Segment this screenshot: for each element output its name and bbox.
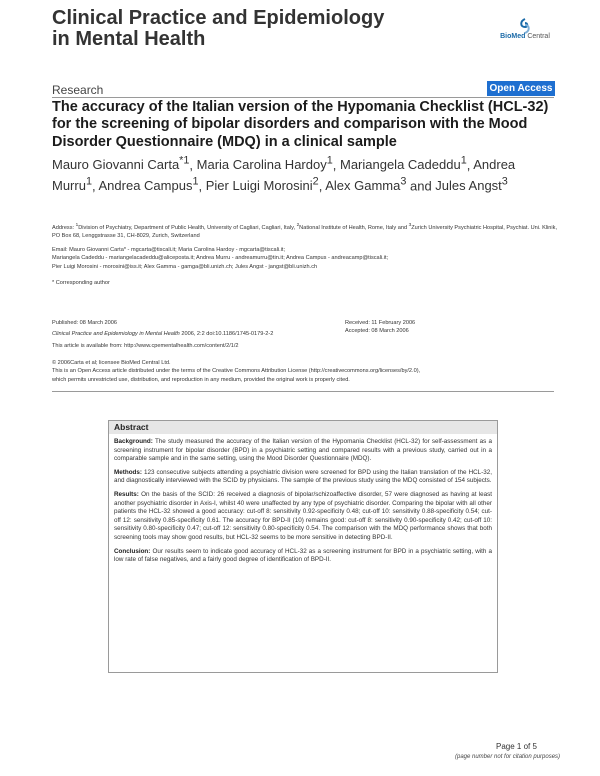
journal-title-line-1: Clinical Practice and Epidemiology	[52, 7, 385, 29]
article-url[interactable]: This article is available from: http://www.cpementalhealth.com/content/2/1/2	[52, 342, 239, 349]
journal-title	[52, 8, 384, 50]
received-date: Received: 11 February 2006	[345, 320, 416, 326]
citation: Clinical Practice and Epidemiology in Mental Health 2006, 2:2 doi:10.1186/1745-0179-2-2	[52, 331, 274, 338]
logo-text: BioMed Central	[500, 33, 550, 40]
author[interactable]: Andrea Campus$^1$	[98, 175, 199, 194]
header-divider	[52, 97, 554, 98]
abstract-body	[109, 434, 497, 565]
abstract-methods: Methods: 123 consecutive subjects attending a psychiatric division were screened for BPD using the Italian translation of the HCL-32, and diagnostically interviewed with the SCID by physicians. The sample of the previous study using the MDQ consisted of 154 subjects.	[114, 468, 493, 485]
author[interactable]: Andrea Murru$^1$	[52, 157, 516, 194]
author[interactable]: Maria Carolina Hardoy$^1$	[196, 155, 333, 173]
biomed-central-logo[interactable]	[497, 18, 553, 40]
journal-title-line-2: in Mental Health	[52, 28, 206, 50]
abstract-box	[108, 420, 498, 673]
author[interactable]: Mauro Giovanni Carta$^{*1}$	[52, 155, 190, 173]
open-access-badge: Open Access	[487, 81, 555, 96]
author[interactable]: Pier Luigi Morosini$^2$	[205, 175, 319, 194]
abstract-conclusion: Conclusion: Our results seem to indicate good accuracy of HCL-32 as a screening instrument for BPD in a psychiatric setting, with a low rate of false negatives, and a fairly good degree of identification of BPD-II.	[114, 547, 493, 564]
author-emails	[52, 246, 557, 271]
license-text: which permits unrestricted use, distribution, and reproduction in any medium, provided the original work is properly cited.	[52, 376, 350, 383]
abstract-results: Results: On the basis of the SCID: 26 received a diagnosis of bipolar/schizoaffective disorder, 57 were diagnosed as having at least another psychiatric disorder in Axis-I, whilst 40 were unaffected by any type of psychiatric disorder. Comparing the bipolar with all other patients the HCL-32 showed a good accuracy: cut-off 8: sensitivity 0.92-specificity 0.48; cut-off 10: sensitivity 0.88-specificity 0.54; cut-off 12: sensitivity 0.85-specificity 0.61. The accuracy for BPD-II (10) remains good: cut-off 8: sensitivity 0.90-specificity 0.42; cut-off 10: sensitivity 0.80-specificity 0.47; cut-off 12: sensitivity 0.80-specificity 0.54. The comparison with the MDQ performance shows that both screening tools may show good results, but HCL-32 seems to be more sensitive in detecting BPD-II.	[114, 490, 492, 541]
author-address: Address: $^1$Division of Psychiatry, Department of Public Health, University of Cagliari, Cagliari, Italy, $^2$National Institute of Health, Rome, Italy and $^3$Zurich University Psychiatric Hospital, Psychiat. Uni. Klinik, PO Box 68, Lenggstrasse 31, CH-8029, Zurich, Switzerland	[52, 222, 558, 240]
published-date: Published: 08 March 2006	[52, 320, 117, 326]
abstract-heading: Abstract	[109, 421, 497, 434]
biomed-swirl-icon	[517, 18, 533, 34]
author[interactable]: Mariangela Cadeddu$^1$	[339, 155, 467, 173]
license-text[interactable]: This is an Open Access article distributed under the terms of the Creative Commons Attribution License (http://creativecommons.org/licenses/by/2.0),	[52, 368, 421, 375]
paper-title: The accuracy of the Italian version of the Hypomania Checklist (HCL-32) for the screening of bipolar disorders and comparison with the Mood Disorder Questionnaire (MDQ) in a clinical sample	[52, 99, 549, 150]
section-label: Research	[52, 83, 104, 97]
author-list: Mauro Giovanni Carta$^{*1}$, Maria Carolina Hardoy$^1$, Mariangela Cadeddu$^1$, Andrea Murru$^1$, Andrea Campus$^1$, Pier Luigi Morosini$^2$, Alex Gamma$^3$ and Jules Angst$^3$	[52, 155, 516, 194]
author[interactable]: Jules Angst$^3$	[435, 175, 508, 194]
copyright: © 2006Carta et al; licensee BioMed Central Ltd.	[52, 360, 171, 366]
license-info	[52, 359, 557, 384]
accepted-date: Accepted: 08 March 2006	[345, 328, 409, 335]
page-number: Page 1 of 5	[496, 742, 537, 751]
email-line[interactable]: Pier Luigi Morosini - morosini@iss.it; Alex Gamma - gamga@bli.unizh.ch; Jules Angst - jangst@bli.unizh.ch	[52, 263, 318, 270]
corresponding-author-note: * Corresponding author	[52, 280, 110, 286]
author[interactable]: Alex Gamma$^3$	[325, 175, 407, 194]
email-line[interactable]: Mariangela Cadeddu - mariangelacadeddu@aliceposta.it; Andrea Murru - andreamurru@tin.it; Andrea Campus - andreacamp@tiscali.it;	[52, 255, 389, 262]
abstract-background: Background: The study measured the accuracy of the Italian version of the Hypomania Checklist (HCL-32) for self-assessment as a screening instrument for bipolar disorder (BPD) in a psychiatric setting and compared results with a previous study, carried out in a comparable sample and in the same setting, using the Mood Disorder Questionnaire (MDQ).	[114, 438, 492, 463]
page-number-note: (page number not for citation purposes)	[455, 754, 561, 760]
email-line[interactable]: Email: Mauro Giovanni Carta* - mgcarta@tiscali.it; Maria Carolina Hardoy - mgcarta@tiscali.it;	[52, 247, 286, 253]
license-divider	[52, 391, 554, 392]
publication-info	[52, 319, 342, 350]
publication-dates	[345, 319, 545, 336]
